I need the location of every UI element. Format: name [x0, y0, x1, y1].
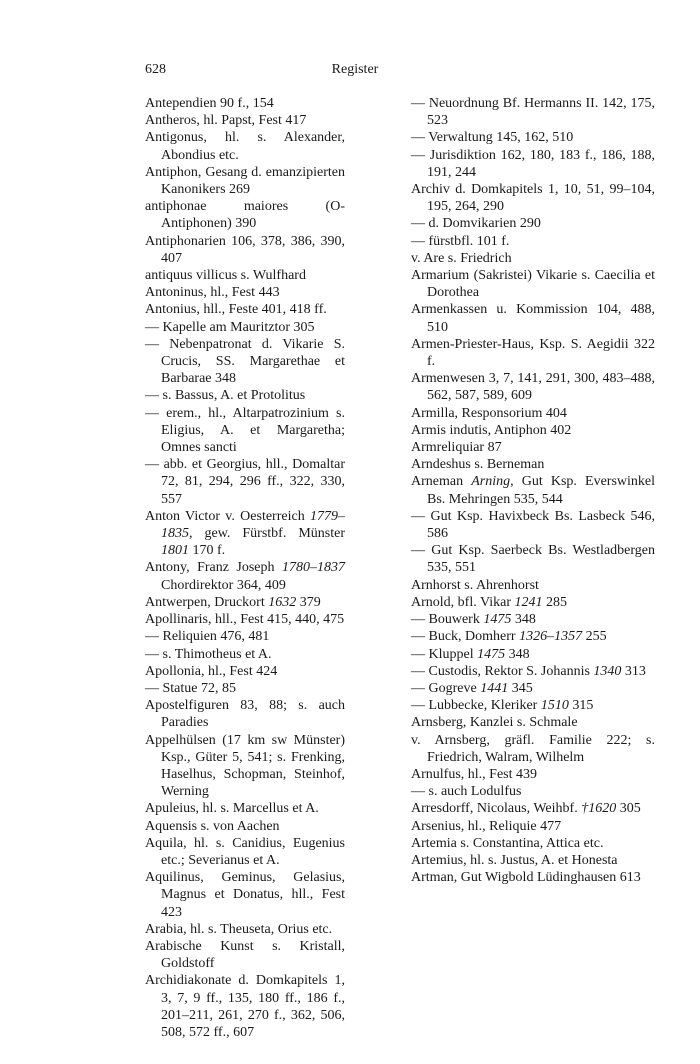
index-entry: Arndeshus s. Berneman [411, 457, 545, 473]
index-column-right [411, 95, 655, 886]
index-entry: Antoninus, hl., Fest 443 [145, 285, 280, 301]
index-entry: — Neuordnung Bf. Hermanns II. 142, 175, 523 [411, 96, 655, 129]
index-entry: — Nebenpatronat d. Vikarie S. Crucis, SS. Margarethae et Barbarae 348 [145, 336, 345, 387]
index-entry: Arnold, bfl. Vikar 1241 285 [411, 594, 567, 610]
index-entry: — Gut Ksp. Havixbeck Bs. Lasbeck 546, 586 [411, 508, 655, 542]
index-entry: Antependien 90 f., 154 [145, 96, 274, 111]
index-entry: Arneman Arning, Gut Ksp. Everswinkel Bs. Mehringen 535, 544 [411, 474, 655, 507]
index-entry: — Gut Ksp. Saerbeck Bs. Westladbergen 535, 551 [411, 543, 655, 576]
index-entry: — Verwaltung 145, 162, 510 [411, 130, 574, 146]
index-entry: — Lubbecke, Kleriker 1510 315 [411, 698, 594, 714]
index-entry: Appelhülsen (17 km sw Münster) Ksp., Güter 5, 541; s. Frenking, Haselhus, Schopman, Steinhof, Werning [145, 732, 345, 800]
index-entry: Antiphon, Gesang d. emanzipierten Kanonikers 269 [145, 164, 345, 198]
index-entry: Aquila, hl. s. Canidius, Eugenius etc.; Severianus et A. [145, 835, 345, 868]
index-entry: Armilla, Responsorium 404 [411, 405, 567, 421]
index-entry: Anton Victor v. Oesterreich 1779–1835, gew. Fürstbf. Münster 1801 170 f. [145, 508, 345, 559]
index-entry: — Reliquien 476, 481 [145, 629, 270, 645]
index-entry: Apollinaris, hll., Fest 415, 440, 475 [145, 612, 345, 628]
index-entry: Apollonia, hl., Fest 424 [145, 663, 278, 679]
index-entry: — Kapelle am Mauritztor 305 [145, 319, 315, 335]
index-entry: — Gogreve 1441 345 [411, 680, 533, 696]
index-entry: Antonius, hll., Feste 401, 418 ff. [145, 302, 327, 318]
index-entry: — abb. et Georgius, hll., Domaltar 72, 81, 294, 296 ff., 322, 330, 557 [145, 457, 345, 507]
index-entry: antiphonae maiores (O-Antiphonen) 390 [145, 199, 345, 232]
index-entry: Antigonus, hl. s. Alexander, Abondius etc. [145, 130, 345, 163]
page-number: 628 [145, 62, 166, 77]
index-entry: Arresdorff, Nicolaus, Weihbf. †1620 305 [411, 801, 641, 817]
index-entry: — fürstbfl. 101 f. [411, 233, 510, 249]
index-entry: Antiphonarien 106, 378, 386, 390, 407 [145, 233, 345, 266]
index-entry: — Buck, Domherr 1326–1357 255 [411, 629, 607, 645]
index-entry: — Jurisdiktion 162, 180, 183 f., 186, 188, 191, 244 [411, 147, 655, 180]
index-entry: Arabische Kunst s. Kristall, Goldstoff [145, 938, 345, 972]
index-entry: Armreliquiar 87 [411, 440, 502, 456]
index-entry: Artemius, hl. s. Justus, A. et Honesta [411, 852, 618, 868]
index-entry: Aquensis s. von Aachen [145, 818, 280, 834]
running-head: Register [331, 62, 379, 77]
index-entry: Armenkassen u. Kommission 104, 488, 510 [411, 302, 655, 335]
index-entry: — erem., hl., Altarpatrozinium s. Eligius, A. et Margaretha; Omnes sancti [145, 405, 345, 456]
index-entry: — Bouwerk 1475 348 [411, 612, 536, 628]
index-entry: Artman, Gut Wigbold Lüdinghausen 613 [411, 870, 641, 886]
index-entry: Armenwesen 3, 7, 141, 291, 300, 483–488, 562, 587, 589, 609 [411, 371, 655, 404]
index-entry: Antheros, hl. Papst, Fest 417 [145, 113, 307, 129]
index-entry: Armarium (Sakristei) Vikarie s. Caecilia et Dorothea [411, 268, 655, 301]
index-entry: Armis indutis, Antiphon 402 [411, 422, 572, 438]
index-entry: — Kluppel 1475 348 [411, 646, 530, 662]
index-entry: — s. auch Lodulfus [411, 784, 522, 800]
index-entry: Arnhorst s. Ahrenhorst [411, 577, 539, 593]
page-header [145, 62, 565, 82]
index-entry: Arabia, hl. s. Theuseta, Orius etc. [145, 921, 333, 937]
index-entry: Arsenius, hl., Reliquie 477 [411, 818, 562, 834]
index-column-left [145, 95, 345, 1041]
index-entry: Apuleius, hl. s. Marcellus et A. [145, 801, 319, 817]
index-entry: Arnsberg, Kanzlei s. Schmale [411, 715, 578, 731]
index-entry: Artemia s. Constantina, Attica etc. [411, 835, 604, 851]
index-entry: Archidiakonate d. Domkapitels 1, 3, 7, 9 ff., 135, 180 ff., 186 f., 201–211, 261, 270 f., 362, 506, 508, 572 ff., 607 [145, 973, 345, 1040]
index-entry: Armen-Priester-Haus, Ksp. S. Aegidii 322 f. [411, 336, 655, 370]
index-entry: Archiv d. Domkapitels 1, 10, 51, 99–104, 195, 264, 290 [411, 182, 655, 215]
index-entry: Antwerpen, Druckort 1632 379 [145, 594, 321, 610]
index-entry: Apostelfiguren 83, 88; s. auch Paradies [145, 698, 345, 731]
index-entry: v. Are s. Friedrich [411, 250, 512, 266]
index-entry: v. Arnsberg, gräfl. Familie 222; s. Friedrich, Walram, Wilhelm [411, 732, 655, 765]
index-entry: — d. Domvikarien 290 [411, 216, 541, 232]
index-entry: Arnulfus, hl., Fest 439 [411, 766, 537, 782]
index-entry: antiquus villicus s. Wulfhard [145, 268, 306, 284]
index-entry: — s. Bassus, A. et Protolitus [145, 388, 306, 404]
index-entry: — Statue 72, 85 [145, 680, 236, 696]
index-entry: Antony, Franz Joseph 1780–1837 Chordirektor 364, 409 [145, 560, 345, 593]
index-entry: — s. Thimotheus et A. [145, 646, 272, 662]
index-entry: Aquilinus, Geminus, Gelasius, Magnus et Donatus, hll., Fest 423 [145, 870, 345, 920]
index-entry: — Custodis, Rektor S. Johannis 1340 313 [411, 663, 646, 679]
